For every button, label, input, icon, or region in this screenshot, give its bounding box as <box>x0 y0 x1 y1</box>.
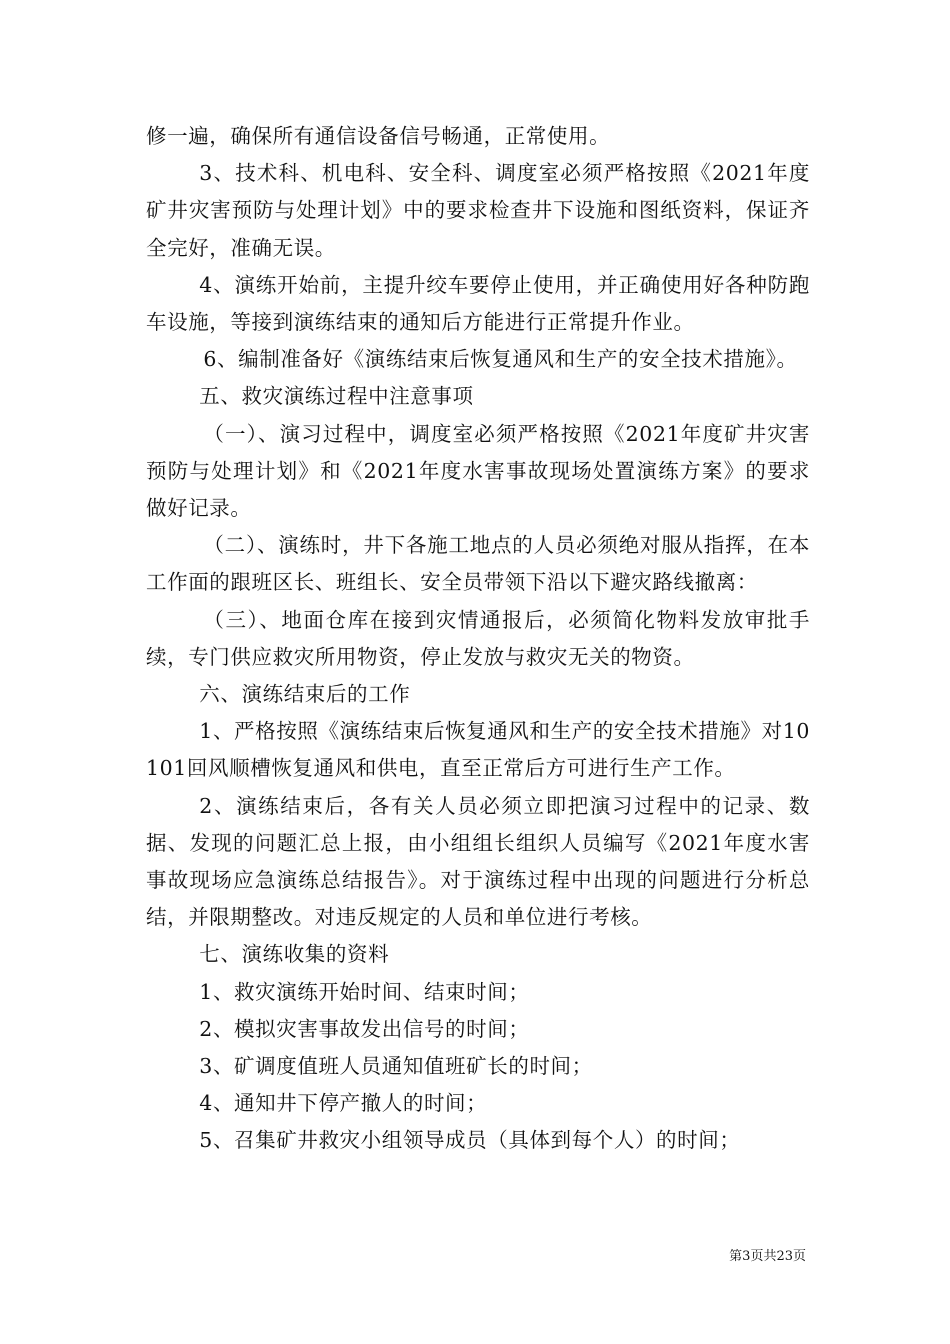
paragraph-sub-1: （一）、演习过程中，调度室必须严格按照《2021年度矿井灾害预防与处理计划》和《2021年度水害事故现场处置演练方案》的要求做好记录。 <box>146 421 810 521</box>
section-heading-7: 七、演练收集的资料 <box>199 942 390 967</box>
paragraph-sub-2: （二）、演练时，井下各施工地点的人员必须绝对服从指挥，在本工作面的跟班区长、班组长、安全员带领下沿以下避灾路线撤离： <box>146 533 810 595</box>
list-item-3: 3、矿调度值班人员通知值班矿长的时间； <box>199 1054 593 1079</box>
section-heading-6: 六、演练结束后的工作 <box>199 682 411 707</box>
section-heading-5: 五、救灾演练过程中注意事项 <box>199 384 474 409</box>
paragraph-continuation: 修一遍，确保所有通信设备信号畅通，正常使用。 <box>146 124 611 148</box>
page-number-footer: 第3页共23页 <box>729 1249 806 1264</box>
document-body <box>146 118 810 1160</box>
paragraph-sub-3: （三）、地面仓库在接到灾情通报后，必须简化物料发放审批手续，专门供应救灾所用物资，停止发放与救灾无关的物资。 <box>146 607 810 669</box>
paragraph-item-4: 4、演练开始前，主提升绞车要停止使用，并正确使用好各种防跑车设施，等接到演练结束的通知后方能进行正常提升作业。 <box>146 272 810 335</box>
list-item-4: 4、通知井下停产撤人的时间； <box>199 1091 488 1116</box>
list-item-1: 1、救灾演练开始时间、结束时间； <box>199 979 530 1004</box>
paragraph-item-3: 3、技术科、机电科、安全科、调度室必须严格按照《2021年度矿井灾害预防与处理计划》中的要求检查井下设施和图纸资料，保证齐全完好，准确无误。 <box>146 161 810 260</box>
list-item-5: 5、召集矿井救灾小组领导成员（具体到每个人）的时间； <box>199 1128 741 1153</box>
paragraph-item-6: 6、编制准备好《演练结束后恢复通风和生产的安全技术措施》。 <box>203 347 798 372</box>
paragraph-post-1: 1、严格按照《演练结束后恢复通风和生产的安全技术措施》对10101回风顺槽恢复通风和供电，直至正常后方可进行生产工作。 <box>146 719 810 781</box>
paragraph-post-2: 2、演练结束后，各有关人员必须立即把演习过程中的记录、数据、发现的问题汇总上报，由小组组长组织人员编写《2021年度水害事故现场应急演练总结报告》。对于演练过程中出现的问题进行分析总结，并限期整改。对违反规定的人员和单位进行考核。 <box>146 793 810 930</box>
list-item-2: 2、模拟灾害事故发出信号的时间； <box>199 1016 530 1041</box>
